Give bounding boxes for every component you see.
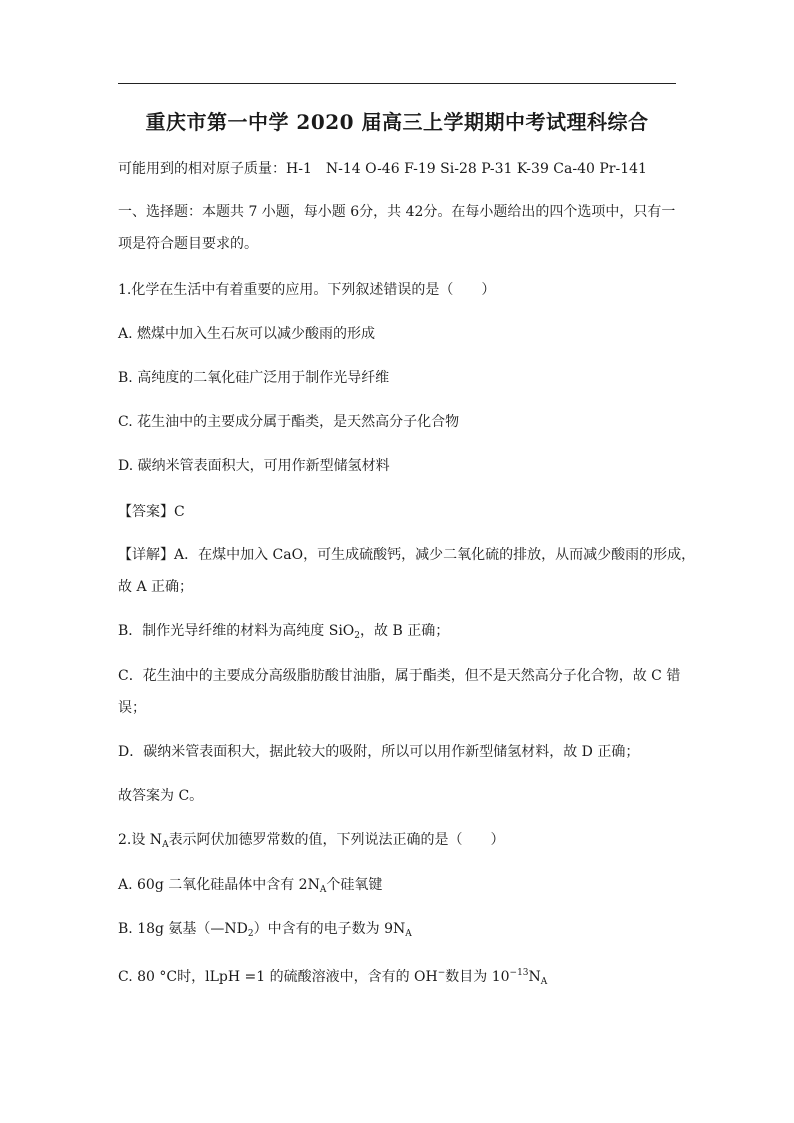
- q2-option-c-subscript: A: [540, 977, 548, 987]
- q2-option-b-subscript: 2: [247, 929, 254, 939]
- q1-option-b: B. 高纯度的二氧化硅广泛用于制作光导纤维: [118, 370, 390, 386]
- q2-option-a-subscript: A: [319, 885, 327, 895]
- q2-option-c-superscript-2: −13: [509, 968, 529, 978]
- q2-option-a-text: A. 60g 二氧化硅晶体中含有 2N: [118, 877, 320, 893]
- q1-explain-b-text: B．制作光导纤维的材料为高纯度 SiO: [118, 623, 355, 639]
- q2-stem-text: 2.设 N: [118, 832, 163, 848]
- page-title: 重庆市第一中学 2020 届高三上学期期中考试理科综合: [145, 110, 649, 134]
- q1-stem: 1.化学在生活中有着重要的应用。下列叙述错误的是（ ）: [118, 282, 496, 298]
- atomic-masses-line: 可能用到的相对原子质量：H-1 N-14 O-46 F-19 Si-28 P-31 K-39 Ca-40 Pr-141: [118, 161, 647, 177]
- q2-stem-tail: 表示阿伏加德罗常数的值，下列说法正确的是（ ）: [168, 832, 505, 848]
- q1-conclusion: 故答案为 C。: [118, 788, 204, 804]
- q1-option-a: A. 燃煤中加入生石灰可以减少酸雨的形成: [118, 326, 376, 342]
- q2-option-a: [118, 876, 382, 899]
- q2-stem-subscript: A: [162, 840, 169, 850]
- q1-option-c: C. 花生油中的主要成分属于酯类，是天然高分子化合物: [118, 414, 460, 430]
- q1-explain-c-line-1: C．花生油中的主要成分高级脂肪酸甘油脂，属于酯类，但不是天然高分子化合物，故 C 错: [118, 668, 681, 684]
- q1-answer: 【答案】C: [118, 504, 185, 520]
- q2-option-c: [118, 964, 547, 991]
- q2-stem: [118, 831, 505, 854]
- section-intro-line-2: 项是符合题目要求的。: [118, 236, 258, 252]
- q2-option-b-subscript-2: A: [405, 929, 412, 939]
- q1-explain-b-tail: ，故 B 正确；: [360, 623, 450, 639]
- q1-explain-b: [118, 622, 449, 645]
- q1-option-d: D. 碳纳米管表面积大，可用作新型储氢材料: [118, 458, 390, 474]
- q2-option-c-mid: 数目为 10: [445, 969, 510, 985]
- q2-option-b-mid: ）中含有的电子数为 9N: [253, 921, 406, 937]
- q1-explain-b-subscript: 2: [354, 631, 361, 641]
- q2-option-b-text: B. 18g 氨基（—ND: [118, 921, 248, 937]
- q1-explain-c-line-2: 误；: [118, 700, 146, 716]
- q1-explain-d: D．碳纳米管表面积大，据此较大的吸附，所以可以用作新型储氢材料，故 D 正确；: [118, 744, 640, 760]
- q2-option-a-tail: 个硅氧键: [326, 877, 383, 893]
- header-rule: [118, 83, 676, 84]
- section-intro-line-1: 一、选择题：本题共 7 小题，每小题 6分，共 42分。在每小题给出的四个选项中，只有一: [118, 204, 676, 220]
- q2-option-c-tail: N: [528, 969, 541, 985]
- q2-option-c-text: C. 80 °C时，lLpH =1 的硫酸溶液中，含有的 OH: [118, 969, 438, 985]
- q2-option-b: [118, 920, 412, 943]
- q1-explain-line-2: 故 A 正确；: [118, 579, 194, 595]
- q2-option-c-superscript: −: [437, 968, 446, 978]
- q1-explain-line-1: 【详解】A．在煤中加入 CaO，可生成硫酸钙，减少二氧化硫的排放，从而减少酸雨的形成，: [118, 547, 696, 563]
